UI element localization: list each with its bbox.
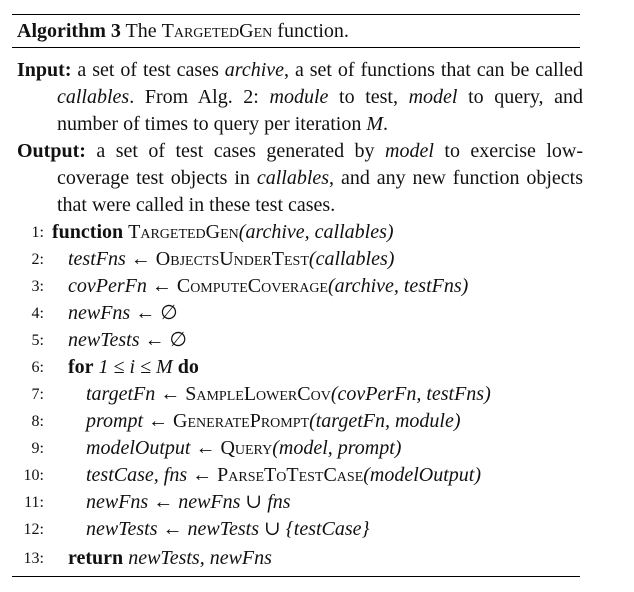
input-text: . From Alg. 2: bbox=[129, 86, 259, 108]
arguments: (archive, callables) bbox=[238, 221, 394, 243]
line-number: 6: bbox=[31, 359, 44, 376]
assign-arrow: ← bbox=[144, 329, 165, 351]
line-body bbox=[68, 273, 468, 300]
keyword: do bbox=[177, 356, 199, 378]
output-label: Output: bbox=[17, 140, 86, 162]
caption-rule bbox=[12, 47, 580, 48]
caption-suffix: function. bbox=[277, 20, 349, 42]
loop-condition: 1 ≤ i ≤ M bbox=[98, 356, 173, 378]
caption-function-name: TargetedGen bbox=[161, 20, 273, 42]
caption-prefix: The bbox=[125, 20, 157, 42]
line-body bbox=[68, 327, 187, 354]
algorithm-line bbox=[12, 381, 612, 408]
line-number: 9: bbox=[31, 440, 44, 457]
line-body bbox=[68, 300, 178, 327]
line-body bbox=[86, 381, 491, 408]
input-text: . bbox=[383, 113, 389, 135]
line-number: 11: bbox=[24, 494, 44, 511]
line-body bbox=[52, 219, 394, 246]
assign-arrow: ← bbox=[162, 518, 183, 540]
algorithm-line bbox=[12, 273, 612, 300]
assign-arrow: ← bbox=[148, 410, 169, 432]
lhs-variable: modelOutput bbox=[86, 437, 191, 459]
empty-set: ∅ bbox=[169, 329, 187, 351]
line-body bbox=[86, 435, 401, 462]
input-var-model: model bbox=[408, 86, 458, 108]
line-body bbox=[68, 246, 394, 273]
keyword: for bbox=[68, 356, 94, 378]
line-number: 13: bbox=[23, 550, 44, 567]
algorithm-line bbox=[12, 219, 612, 246]
algorithm-line bbox=[12, 462, 612, 489]
lhs-variable: testCase, fns bbox=[86, 464, 188, 486]
line-body bbox=[86, 489, 291, 516]
input-var-archive: archive bbox=[224, 59, 285, 81]
assign-arrow: ← bbox=[135, 302, 156, 324]
arguments: (targetFn, module) bbox=[309, 410, 461, 432]
input-label: Input: bbox=[17, 59, 72, 81]
line-body bbox=[68, 545, 272, 572]
assign-arrow: ← bbox=[195, 437, 216, 459]
input-text: a set of test cases bbox=[77, 59, 219, 81]
lhs-variable: prompt bbox=[86, 410, 144, 432]
lhs-variable: newTests bbox=[86, 518, 158, 540]
line-number: 3: bbox=[31, 278, 44, 295]
input-var-callables: callables bbox=[57, 86, 130, 108]
keyword: return bbox=[68, 547, 124, 569]
lhs-variable: newTests bbox=[68, 329, 140, 351]
algorithm-line bbox=[12, 545, 612, 572]
arguments: (callables) bbox=[308, 248, 395, 270]
input-description bbox=[17, 57, 583, 138]
input-var-module: module bbox=[269, 86, 329, 108]
algorithm-line bbox=[12, 327, 612, 354]
input-text: to query, and number of times to query per iteration bbox=[57, 86, 584, 135]
output-var-callables: callables bbox=[256, 167, 330, 189]
assign-arrow: ← bbox=[130, 248, 151, 270]
algorithm-line bbox=[12, 408, 612, 435]
line-number: 12: bbox=[23, 521, 44, 538]
arguments: (modelOutput) bbox=[363, 464, 482, 486]
line-number: 2: bbox=[31, 251, 44, 268]
empty-set: ∅ bbox=[160, 302, 178, 324]
lhs-variable: covPerFn bbox=[68, 275, 147, 297]
line-number: 1: bbox=[31, 224, 44, 241]
lhs-variable: newFns bbox=[68, 302, 131, 324]
keyword: function bbox=[52, 221, 124, 243]
bottom-rule bbox=[12, 576, 580, 577]
function-name: GeneratePrompt bbox=[173, 410, 310, 432]
assign-arrow: ← bbox=[153, 491, 174, 513]
line-body bbox=[86, 462, 481, 489]
function-name: SampleLowerCov bbox=[185, 383, 331, 405]
output-var-model: model bbox=[385, 140, 434, 162]
line-number: 5: bbox=[31, 332, 44, 349]
assign-arrow: ← bbox=[151, 275, 172, 297]
algorithm-line bbox=[12, 516, 612, 543]
input-text: to test, bbox=[339, 86, 398, 108]
line-number: 10: bbox=[23, 467, 44, 484]
caption-label: Algorithm 3 bbox=[17, 20, 121, 42]
algorithm-line bbox=[12, 246, 612, 273]
algorithm-line bbox=[12, 354, 612, 381]
input-text: , a set of functions that can be called bbox=[284, 59, 584, 81]
assign-arrow: ← bbox=[160, 383, 181, 405]
arguments: (covPerFn, testFns) bbox=[330, 383, 491, 405]
function-name: TargetedGen bbox=[128, 221, 239, 243]
output-description bbox=[17, 138, 583, 219]
arguments: (model, prompt) bbox=[272, 437, 402, 459]
output-text: to exercise low-coverage test objects in bbox=[57, 140, 584, 189]
top-rule bbox=[12, 14, 580, 15]
function-name: ObjectsUnderTest bbox=[155, 248, 309, 270]
algorithm-line bbox=[12, 435, 612, 462]
line-body bbox=[86, 408, 461, 435]
function-name: ComputeCoverage bbox=[176, 275, 328, 297]
line-number: 4: bbox=[31, 305, 44, 322]
algorithm-line bbox=[12, 489, 612, 516]
union-expression: newTests ∪ {testCase} bbox=[187, 518, 370, 540]
lhs-variable: newFns bbox=[86, 491, 149, 513]
function-name: ParseToTestCase bbox=[217, 464, 364, 486]
function-name: Query bbox=[220, 437, 273, 459]
union-expression: newFns ∪ fns bbox=[178, 491, 291, 513]
line-number: 7: bbox=[31, 386, 44, 403]
input-var-m: M bbox=[366, 113, 384, 135]
assign-arrow: ← bbox=[192, 464, 213, 486]
line-body bbox=[68, 354, 199, 381]
line-body bbox=[86, 516, 370, 543]
line-number: 8: bbox=[31, 413, 44, 430]
output-text: a set of test cases generated by bbox=[96, 140, 375, 162]
lhs-variable: testFns bbox=[68, 248, 126, 270]
algorithm-line bbox=[12, 300, 612, 327]
return-values: newTests, newFns bbox=[128, 547, 272, 569]
arguments: (archive, testFns) bbox=[327, 275, 469, 297]
lhs-variable: targetFn bbox=[86, 383, 156, 405]
algorithm-caption bbox=[17, 19, 349, 43]
output-text: , and any new function objects that were called in these test cases. bbox=[57, 167, 584, 216]
